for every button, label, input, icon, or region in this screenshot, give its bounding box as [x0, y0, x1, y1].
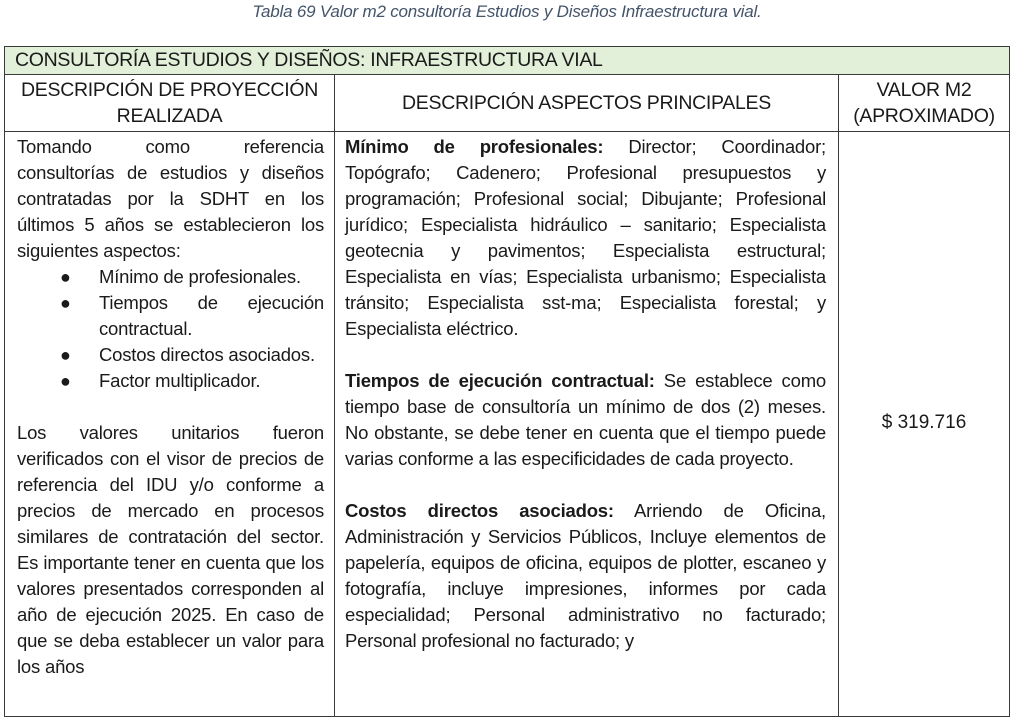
projection-description-cell: [5, 132, 335, 717]
section-text: Arriendo de Oficina, Administración y Servicios Públicos, Incluye elementos de papelería, equipos de oficina, equipos de plotter, escaneo y fotografía, incluye impresiones, informes por cada especialidad; Personal administrativo no facturado; Personal profesional no facturado; y: [345, 500, 826, 651]
header-projection-description: [5, 75, 335, 132]
section-label: Tiempos de ejecución contractual:: [345, 370, 655, 391]
aspect-item: ● Tiempos de ejecución contractual.: [60, 292, 324, 339]
section-text: Se establece como tiempo base de consultoría un mínimo de dos (2) meses. No obstante, se debe tener en cuenta que el tiempo puede varias conforme a las especificidades de cada proyecto.: [345, 370, 826, 469]
section-direct-costs: [345, 498, 826, 654]
aspect-item: ● Mínimo de profesionales.: [99, 264, 324, 290]
valuation-table: [4, 46, 1010, 717]
bullet-icon: ●: [60, 345, 71, 365]
bullet-icon: ●: [60, 267, 71, 287]
header-value-m2-text: VALOR M2 (APROXIMADO): [853, 79, 995, 127]
bullet-icon: ●: [60, 371, 71, 391]
header-main-aspects: [335, 75, 839, 132]
header-main-aspects-text: DESCRIPCIÓN ASPECTOS PRINCIPALES: [402, 92, 771, 114]
table-title: CONSULTORÍA ESTUDIOS Y DISEÑOS: INFRAESTRUCTURA VIAL: [5, 47, 1010, 75]
aspects-list: [17, 264, 324, 394]
value-m2-cell: [839, 132, 1010, 717]
section-text: Director; Coordinador; Topógrafo; Cadenero; Profesional presupuestos y programación; Profesional social; Dibujante; Profesional jurídico; Especialista hidráulico – sanitario; Especialista geotecnia y pavimentos; Especialista estructural; Especialista en vías; Especialista urbanismo; Especialista tránsito; Especialista sst-ma; Especialista forestal; y Especialista eléctrico.: [345, 136, 826, 339]
main-aspects-cell: [335, 132, 839, 717]
section-label: Mínimo de profesionales:: [345, 136, 604, 157]
table-title-row: [5, 47, 1010, 75]
table-body-row: [5, 132, 1010, 717]
header-projection-description-text: DESCRIPCIÓN DE PROYECCIÓN REALIZADA: [21, 79, 318, 127]
aspect-item: ● Factor multiplicador.: [99, 368, 324, 394]
header-value-m2: [839, 75, 1010, 132]
section-label: Costos directos asociados:: [345, 500, 614, 521]
table-header-row: [5, 75, 1010, 132]
table-caption: Tabla 69 Valor m2 consultoría Estudios y Diseños Infraestructura vial.: [252, 2, 762, 21]
value-m2: $ 319.716: [881, 412, 967, 433]
bullet-icon: ●: [60, 293, 71, 313]
section-execution-times: [345, 368, 826, 472]
aspect-item: ● Costos directos asociados.: [99, 342, 324, 368]
section-min-professionals: [345, 134, 826, 342]
projection-verification-paragraph: Los valores unitarios fueron verificados con el visor de precios de referencia del IDU y/o conforme a precios de mercado en procesos similares de contratación del sector. Es importante tener en cuenta que los valores presentados corresponden al año de ejecución 2025. En caso de que se deba establecer un valor para los años: [17, 422, 324, 677]
projection-intro: Tomando como referencia consultorías de estudios y diseños contratadas por la SDHT en los últimos 5 años se establecieron los siguientes aspectos:: [17, 136, 324, 261]
